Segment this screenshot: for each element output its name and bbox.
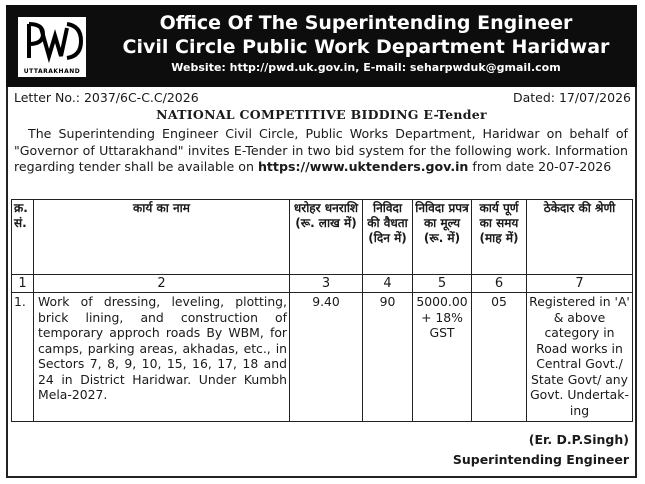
para-text-1: The Superintending Engineer Civil Circle, Public Works Department, Haridwar on behalf of "Governor of Uttarakhand" invites E-Tender in two bid system for the following work. Information regarding tender shall be available on [14,126,628,174]
letter-date: Dated: 17/07/2026 [512,90,631,105]
office-title [106,11,626,59]
col-number: 4 [363,275,413,293]
col-header-validity: निविदा की वैधता (दिन में) [363,200,413,275]
contact-info: Website: http://pwd.uk.gov.in, E-mail: seharpwduk@gmail.com [171,61,561,74]
header-banner [6,5,637,87]
col-header-earnest: धरोहर धनराशि (रू. लाख में) [290,200,363,275]
cell-category: Registered in 'A' & above category in Road works in Central Govt./ State Govt/ any Govt. Undertak-ing [527,293,633,422]
col-header-category: ठेकेदार की श्रेणी [527,200,633,275]
table-header-row [12,200,633,275]
col-number: 1 [12,275,34,293]
notice-paragraph [14,126,628,176]
letter-number: Letter No.: 2037/6C-C.C/2026 [14,90,199,105]
cell-sno: 1. [12,293,34,422]
col-header-completion: कार्य पूर्ण का समय (माह में) [472,200,527,275]
cell-earnest: 9.40 [290,293,363,422]
col-number: 2 [34,275,290,293]
col-number: 6 [472,275,527,293]
notice-title: NATIONAL COMPETITIVE BIDDING E-Tender [156,107,487,122]
signatory-name: (Er. D.P.Singh) [528,432,629,447]
cell-work: Work of dressing, leveling, plotting, brick lining, and construction of temporary approch roads By WBM, for camps, parking areas, akhadas, etc., in Sectors 7, 8, 9, 10, 15, 16, 17, 18 and 24 in District Haridwar. Under Kumbh Mela-2027. [34,293,290,422]
tender-website-link[interactable]: https://www.uktenders.gov.in [257,159,469,174]
office-title-line2: Civil Circle Public Work Department Haridwar [122,36,610,58]
col-header-sno: क्र. सं. [12,200,34,275]
cell-completion: 05 [472,293,527,422]
tender-table [11,199,633,422]
logo-caption: UTTARAKHAND [23,68,81,75]
col-header-work: कार्य का नाम [34,200,290,275]
col-number: 7 [527,275,633,293]
table-number-row [12,275,633,293]
pwd-logo [18,17,86,77]
signatory-designation: Superintending Engineer [452,452,629,467]
cell-cost: 5000.00 + 18% GST [413,293,472,422]
cell-validity: 90 [363,293,413,422]
pwd-logo-icon [19,18,85,64]
table-row [12,293,633,422]
col-number: 5 [413,275,472,293]
para-text-2: from date 20-07-2026 [468,159,612,174]
col-number: 3 [290,275,363,293]
col-header-cost: निविदा प्रपत्र का मूल्य (रू. में) [413,200,472,275]
office-title-line1: Office Of The Superintending Engineer [159,12,573,34]
